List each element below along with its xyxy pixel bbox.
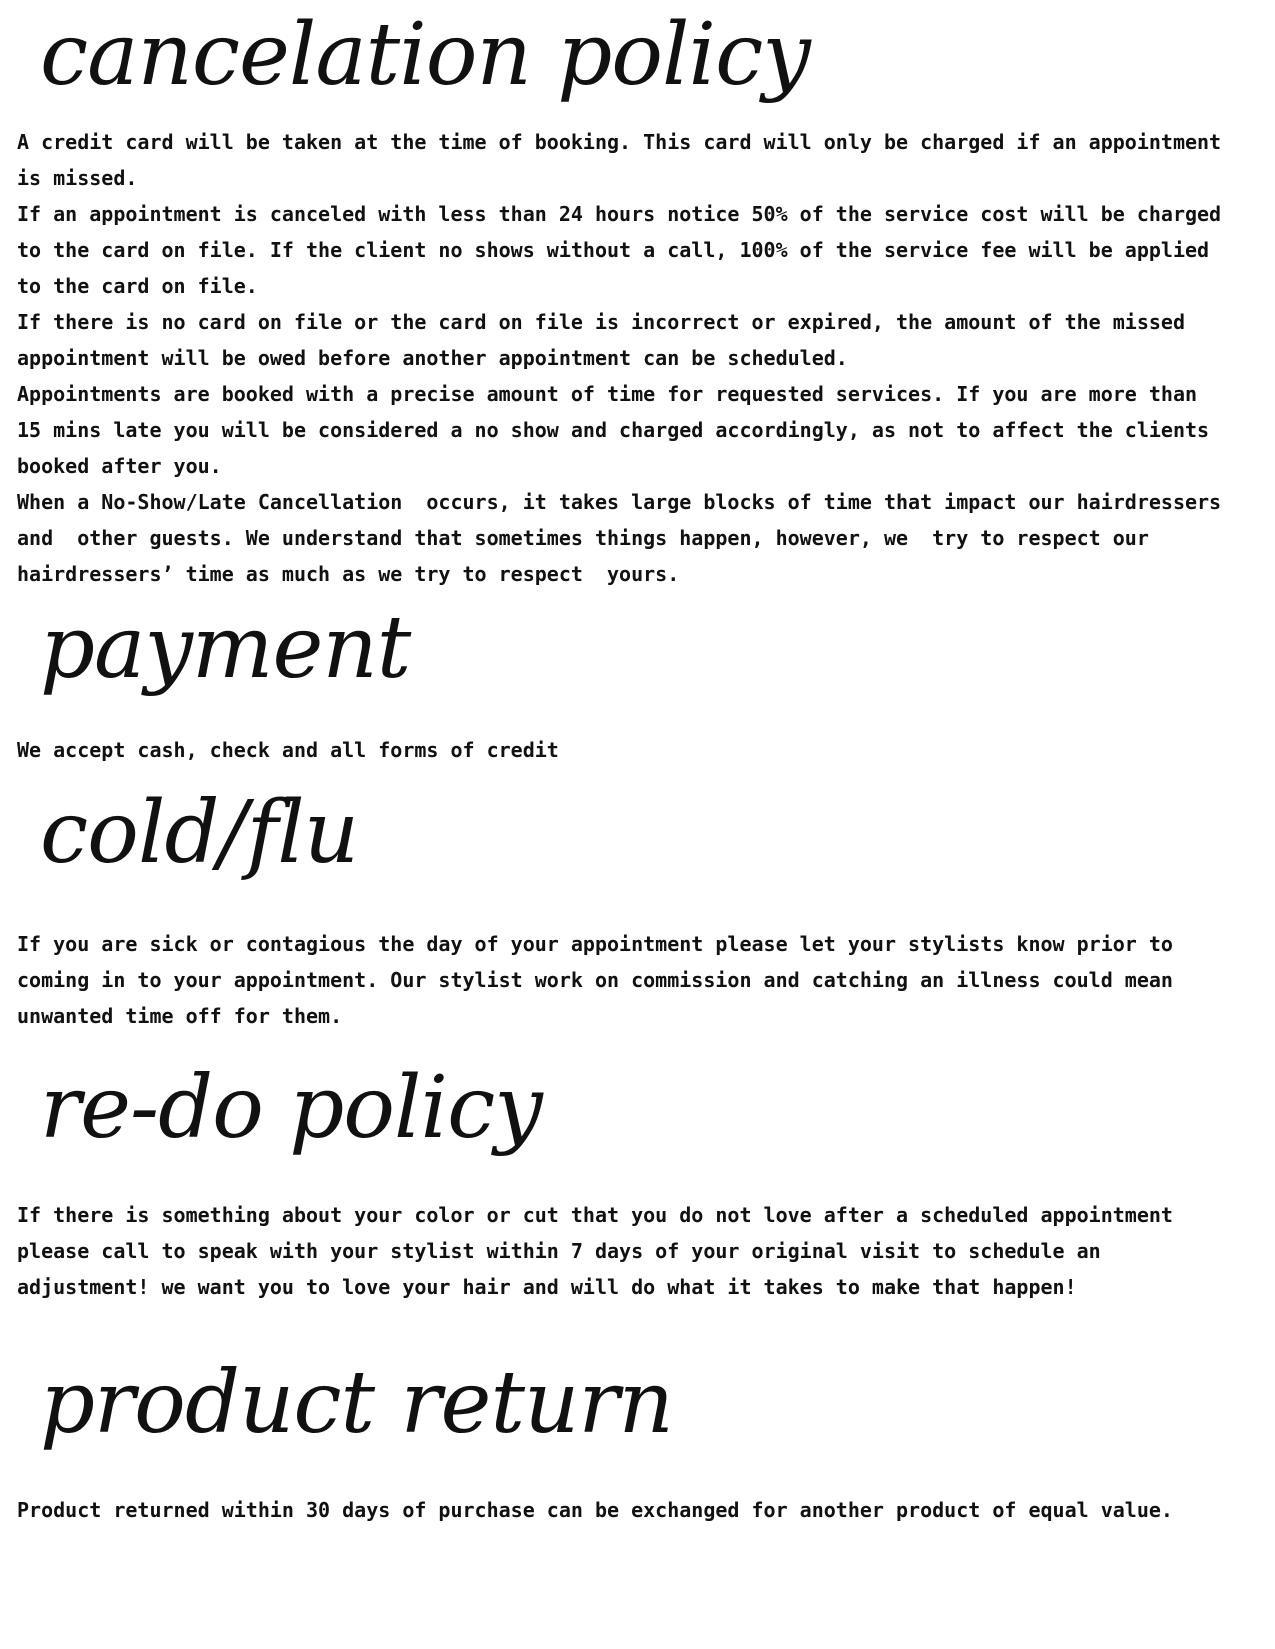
text-line: If you are sick or contagious the day of your appointment please let your stylists know prior to bbox=[17, 932, 1173, 956]
redo-policy-heading: re-do policy bbox=[40, 1058, 542, 1158]
cold-flu-text bbox=[17, 926, 1262, 1034]
text-line: unwanted time off for them. bbox=[17, 1004, 343, 1028]
product-return-text bbox=[17, 1492, 1262, 1528]
text-line: appointment will be owed before another appointment can be scheduled. bbox=[17, 346, 848, 370]
text-line: hairdressers’ time as much as we try to respect yours. bbox=[17, 562, 680, 586]
text-line: If an appointment is canceled with less than 24 hours notice 50% of the service cost will be charged bbox=[17, 202, 1222, 226]
text-line: is missed. bbox=[17, 166, 138, 190]
payment-heading: payment bbox=[40, 598, 411, 698]
redo-policy-text bbox=[17, 1197, 1262, 1305]
text-line: We accept cash, check and all forms of credit bbox=[17, 738, 559, 762]
text-line: 15 mins late you will be considered a no show and charged accordingly, as not to affect the clients bbox=[17, 418, 1210, 442]
text-line: If there is no card on file or the card on file is incorrect or expired, the amount of the missed bbox=[17, 310, 1185, 334]
text-line: Appointments are booked with a precise amount of time for requested services. If you are more than bbox=[17, 382, 1198, 406]
text-line: to the card on file. bbox=[17, 274, 258, 298]
text-line: please call to speak with your stylist within 7 days of your original visit to schedule an bbox=[17, 1239, 1101, 1263]
cold-flu-heading: cold/flu bbox=[40, 783, 359, 883]
cancelation-policy-heading: cancelation policy bbox=[40, 5, 810, 105]
text-line: Product returned within 30 days of purchase can be exchanged for another product of equal value. bbox=[17, 1498, 1173, 1522]
text-line: to the card on file. If the client no shows without a call, 100% of the service fee will be applied bbox=[17, 238, 1210, 262]
product-return-heading: product return bbox=[40, 1353, 673, 1453]
text-line: booked after you. bbox=[17, 454, 222, 478]
text-line: If there is something about your color or cut that you do not love after a scheduled appointment bbox=[17, 1203, 1173, 1227]
payment-text bbox=[17, 732, 1262, 768]
cancelation-policy-text bbox=[17, 124, 1262, 592]
text-line: When a No-Show/Late Cancellation occurs, it takes large blocks of time that impact our hairdressers bbox=[17, 490, 1222, 514]
text-line: coming in to your appointment. Our stylist work on commission and catching an illness could mean bbox=[17, 968, 1173, 992]
text-line: and other guests. We understand that sometimes things happen, however, we try to respect our bbox=[17, 526, 1149, 550]
text-line: A credit card will be taken at the time of booking. This card will only be charged if an appointment bbox=[17, 130, 1222, 154]
text-line: adjustment! we want you to love your hair and will do what it takes to make that happen! bbox=[17, 1275, 1077, 1299]
